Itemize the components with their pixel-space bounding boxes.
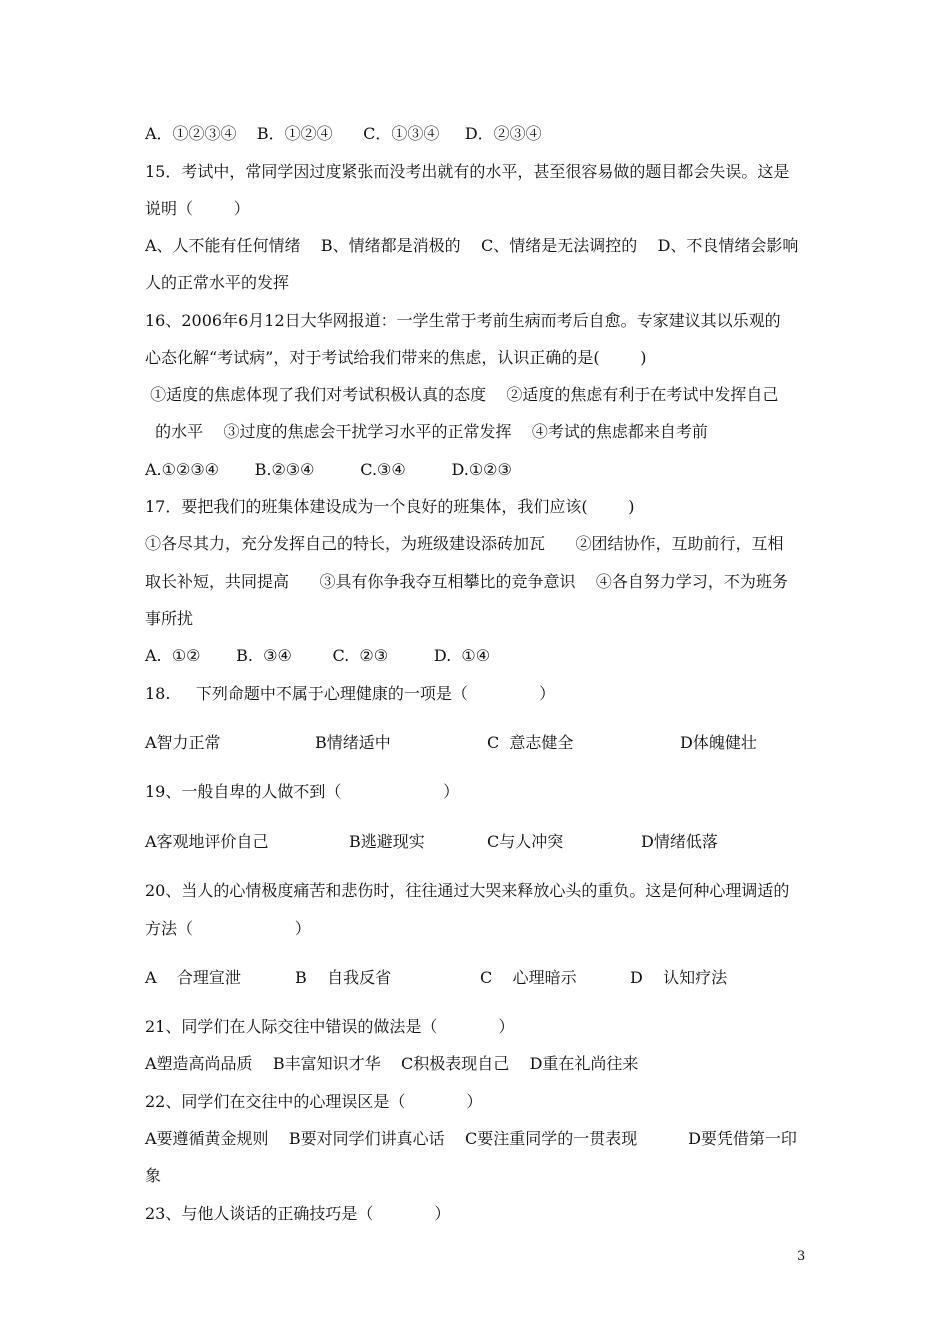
q15-stem-line2: 说明（ ）: [145, 199, 250, 218]
q16-stem-line2: 心态化解“考试病”，对于考试给我们带来的焦虑，认识正确的是( ): [145, 348, 647, 367]
q16-stem-line1: 16、2006年6月12日大华网报道：一学生常于考前生病而考后自愈。专家建议其以乐观的: [145, 311, 781, 330]
q19-option-d: D情绪低落: [641, 832, 718, 851]
page-number: 3: [797, 1249, 806, 1264]
q16-statements-line2: 的水平 ③过度的焦虑会干扰学习水平的正常发挥 ④考试的焦虑都来自考前: [145, 422, 708, 441]
q18-option-d: D体魄健壮: [680, 733, 757, 752]
q15-options-line1: A、人不能有任何情绪 B、情绪都是消极的 C、情绪是无法调控的 D、不良情绪会影响: [145, 236, 799, 255]
q21-stem: 21、同学们在人际交往中错误的做法是（ ）: [145, 1017, 515, 1036]
q17-stem: 17．要把我们的班集体建设成为一个良好的班集体，我们应该( ): [145, 497, 635, 516]
q21-options: A塑造高尚品质 B丰富知识才华 C积极表现自己 D重在礼尚往来: [145, 1054, 639, 1073]
q20-option-c: C 心理暗示: [480, 968, 577, 987]
q17-statements-line2: 取长补短，共同提高 ③具有你争我夺互相攀比的竞争意识 ④各自努力学习，不为班务: [145, 572, 788, 591]
q17-statements-line3: 事所扰: [145, 609, 194, 628]
q22-options-line2: 象: [145, 1166, 162, 1185]
q20-stem-line1: 20、当人的心情极度痛苦和悲伤时，往往通过大哭来释放心头的重负。这是何种心理调适的: [145, 881, 790, 900]
q23-stem: 23、与他人谈话的正确技巧是（ ）: [145, 1204, 451, 1223]
q22-stem: 22、同学们在交往中的心理误区是（ ）: [145, 1092, 483, 1111]
q19-option-b: B逃避现实: [349, 832, 425, 851]
q17-statements-line1: ①各尽其力，充分发挥自己的特长，为班级建设添砖加瓦 ②团结协作，互助前行，互相: [145, 534, 784, 553]
q15-options-line2: 人的正常水平的发挥: [145, 273, 290, 292]
q20-stem-line2: 方法（ ）: [145, 919, 311, 938]
q19-options: [145, 831, 825, 853]
q18-option-a: A智力正常: [145, 733, 221, 752]
q18-option-c: C 意志健全: [487, 733, 574, 752]
q22-options-line1: A要遵循黄金规则 B要对同学们讲真心话 C要注重同学的一贯表现 D要凭借第一印: [145, 1129, 797, 1148]
q18-stem: 18. 下列命题中不属于心理健康的一项是（ ）: [145, 684, 556, 703]
q20-options: [145, 967, 825, 989]
q15-stem-line1: 15．考试中，常同学因过度紧张而没考出就有的水平，甚至很容易做的题目都会失误。这是: [145, 162, 790, 181]
q16-statements-line1: ①适度的焦虑体现了我们对考试积极认真的态度 ②适度的焦虑有利于在考试中发挥自己: [145, 385, 779, 404]
q19-option-c: C与人冲突: [487, 832, 564, 851]
q18-options: [145, 732, 825, 754]
q14-answer-options: A．①②③④ B．①②④ C．①③④ D．②③④: [145, 124, 542, 143]
q18-option-b: B情绪适中: [315, 733, 391, 752]
q20-option-b: B 自我反省: [295, 968, 392, 987]
q19-stem: 19、一般自卑的人做不到（ ）: [145, 782, 460, 801]
q19-option-a: A客观地评价自己: [145, 832, 269, 851]
q20-option-a: A 合理宣泄: [145, 968, 241, 987]
q16-answer-options: A.①②③④ B.②③④ C.③④ D.①②③: [145, 460, 512, 479]
q20-option-d: D 认知疗法: [630, 968, 728, 987]
q17-answer-options: A. ①② B. ③④ C. ②③ D. ①④: [145, 646, 491, 665]
